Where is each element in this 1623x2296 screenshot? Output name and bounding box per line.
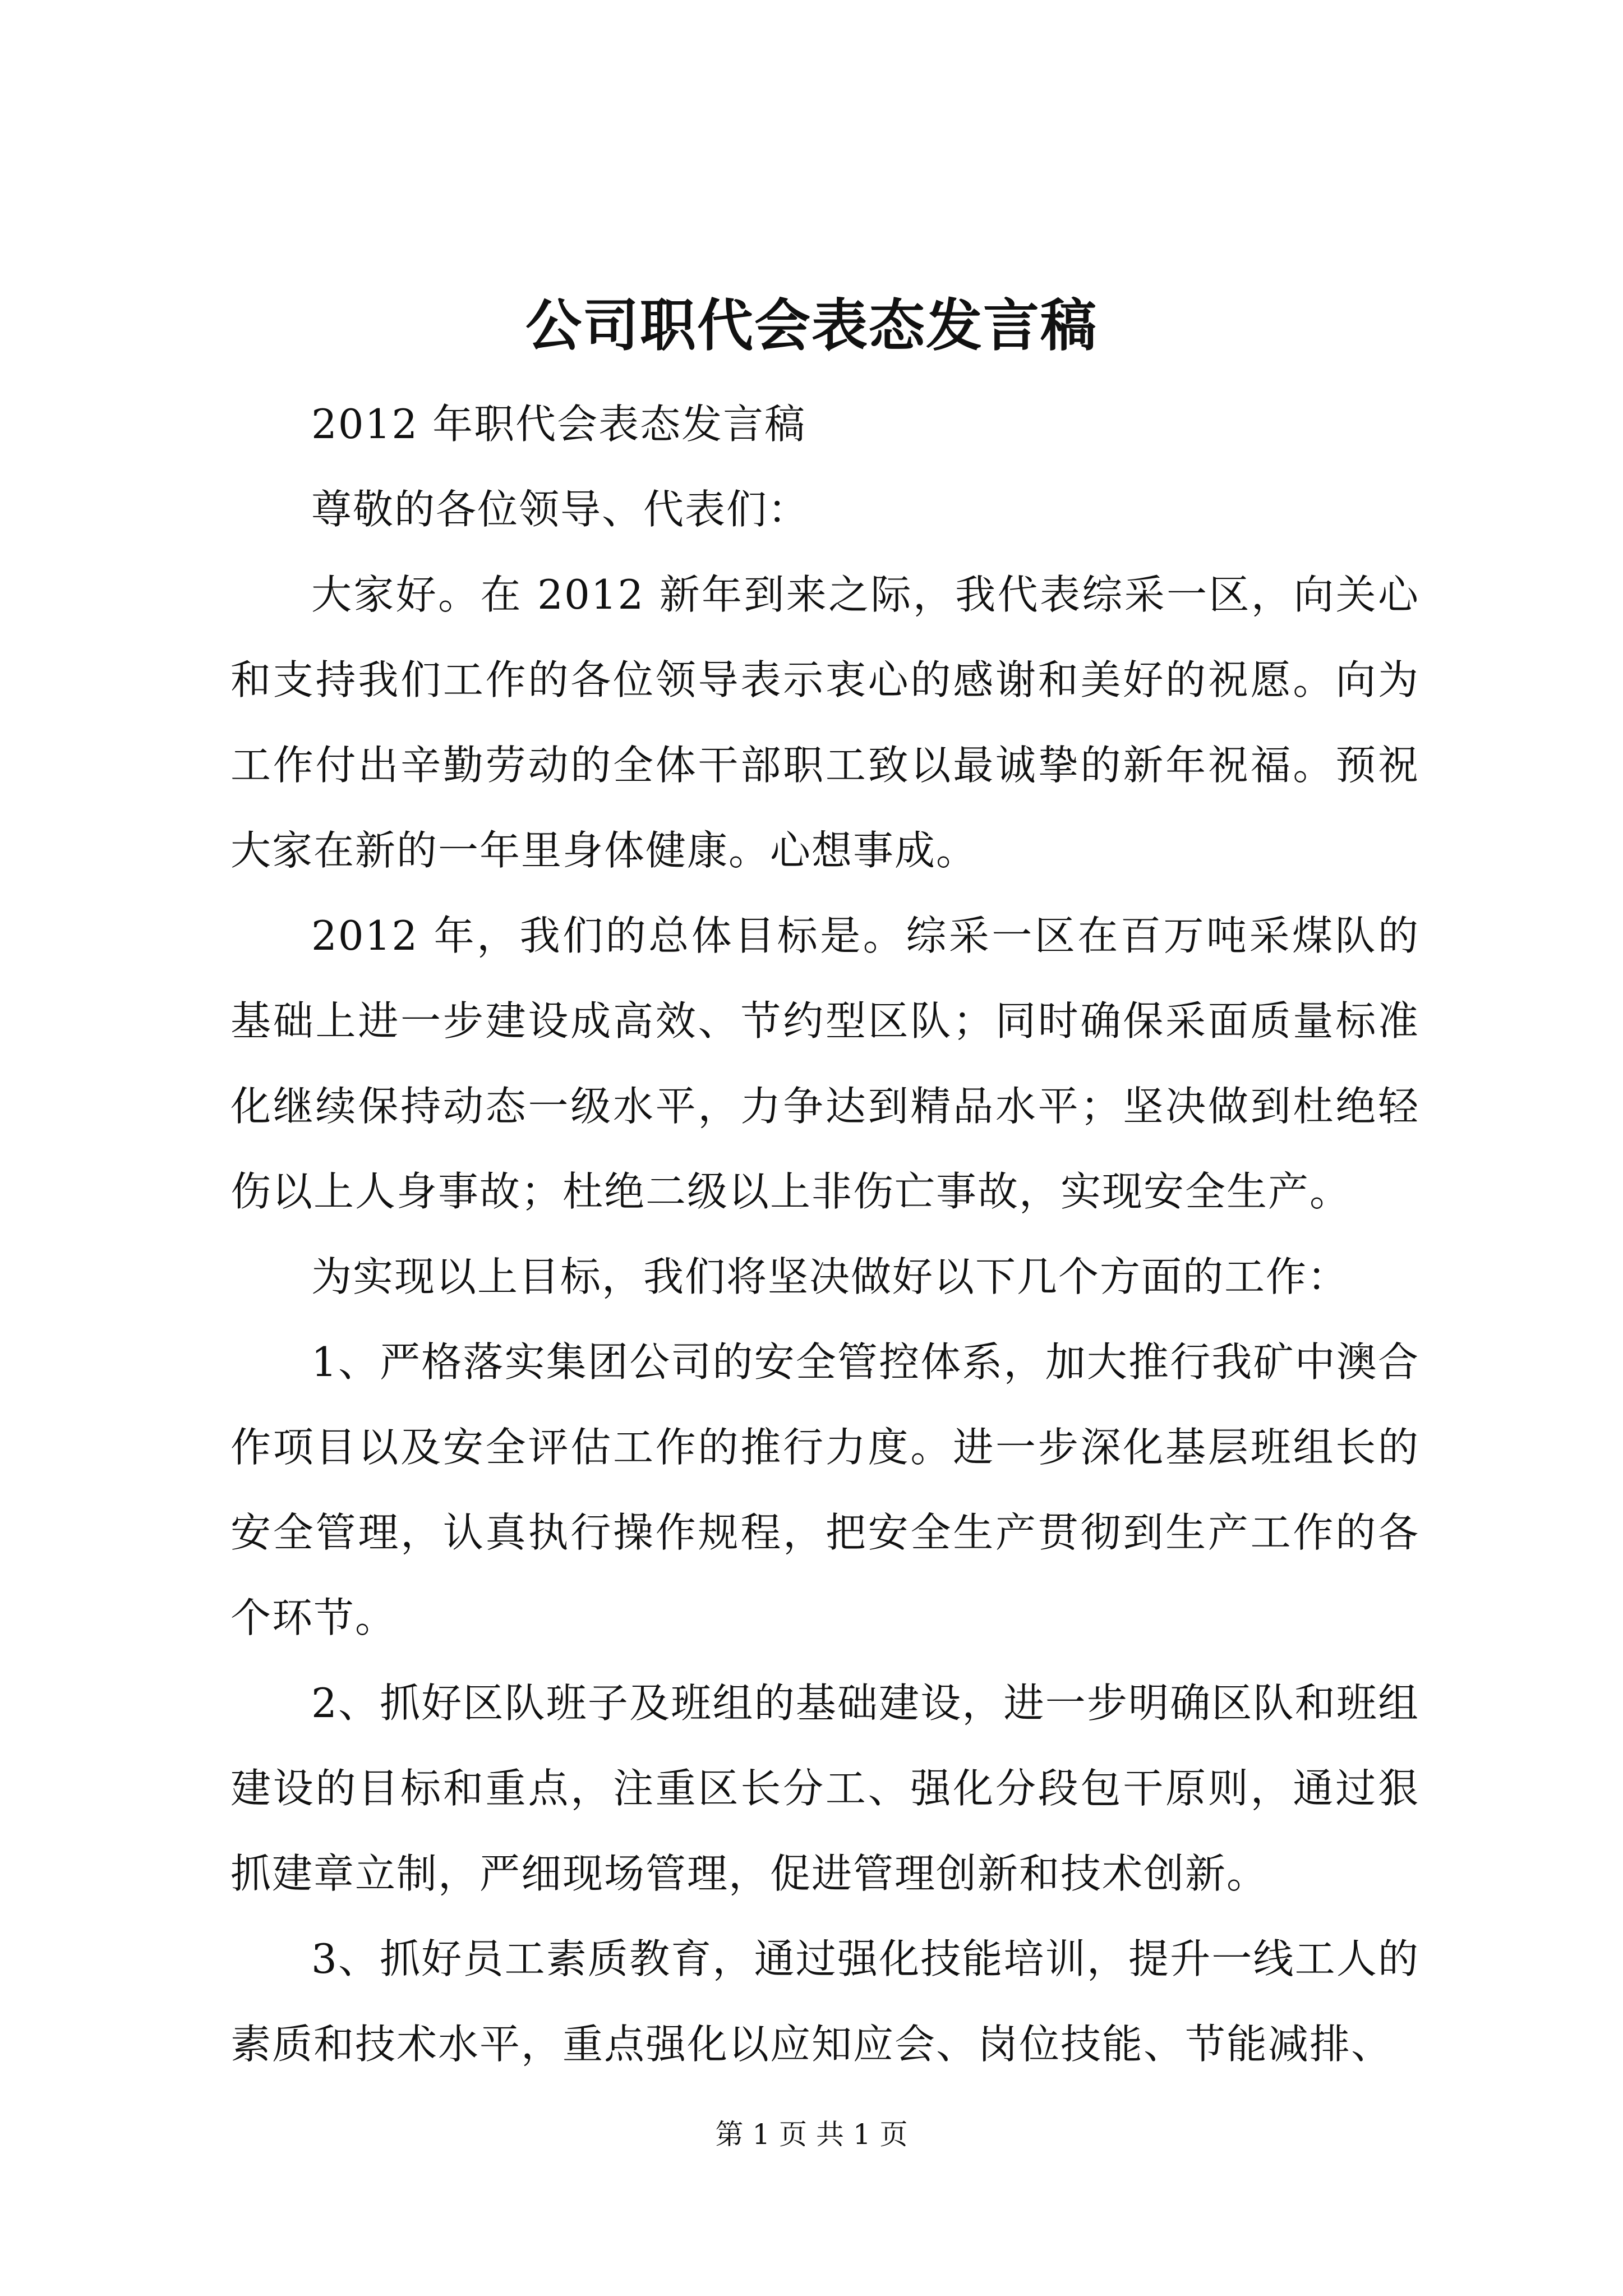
paragraph: 大家好。在 2012 新年到来之际，我代表综采一区，向关心和支持我们工作的各位领导表示衷心的感谢和美好的祝愿。向为工作付出辛勤劳动的全体干部职工致以最诚挚的新年祝福。预祝大家在新的一年里身体健康。心想事成。	[230, 571, 1419, 874]
document-title: 公司职代会表态发言稿	[525, 292, 1098, 358]
paragraph: 尊敬的各位领导、代表们：	[311, 486, 810, 533]
paragraph: 2012 年职代会表态发言稿	[311, 401, 806, 448]
paragraph: 为实现以上目标，我们将坚决做好以下几个方面的工作：	[311, 1253, 1349, 1300]
paragraph: 3、抓好员工素质教育，通过强化技能培训，提升一线工人的素质和技术水平，重点强化以应知应会、岗位技能、节能减排、	[230, 1935, 1419, 2068]
paragraph: 2012 年，我们的总体目标是。综采一区在百万吨采煤队的基础上进一步建设成高效、节约型区队；同时确保采面质量标准化继续保持动态一级水平，力争达到精品水平；坚决做到杜绝轻伤以上人身事故；杜绝二级以上非伤亡事故，实现安全生产。	[230, 912, 1419, 1215]
paragraph: 1、严格落实集团公司的安全管控体系，加大推行我矿中澳合作项目以及安全评估工作的推行力度。进一步深化基层班组长的安全管理，认真执行操作规程，把安全生产贯彻到生产工作的各个环节。	[230, 1338, 1419, 1641]
page-number-footer: 第 1 页 共 1 页	[715, 2118, 908, 2151]
document-body	[230, 381, 1419, 2087]
paragraph: 2、抓好区队班子及班组的基础建设，进一步明确区队和班组建设的目标和重点，注重区长分工、强化分段包干原则，通过狠抓建章立制，严细现场管理，促进管理创新和技术创新。	[230, 1680, 1419, 1897]
